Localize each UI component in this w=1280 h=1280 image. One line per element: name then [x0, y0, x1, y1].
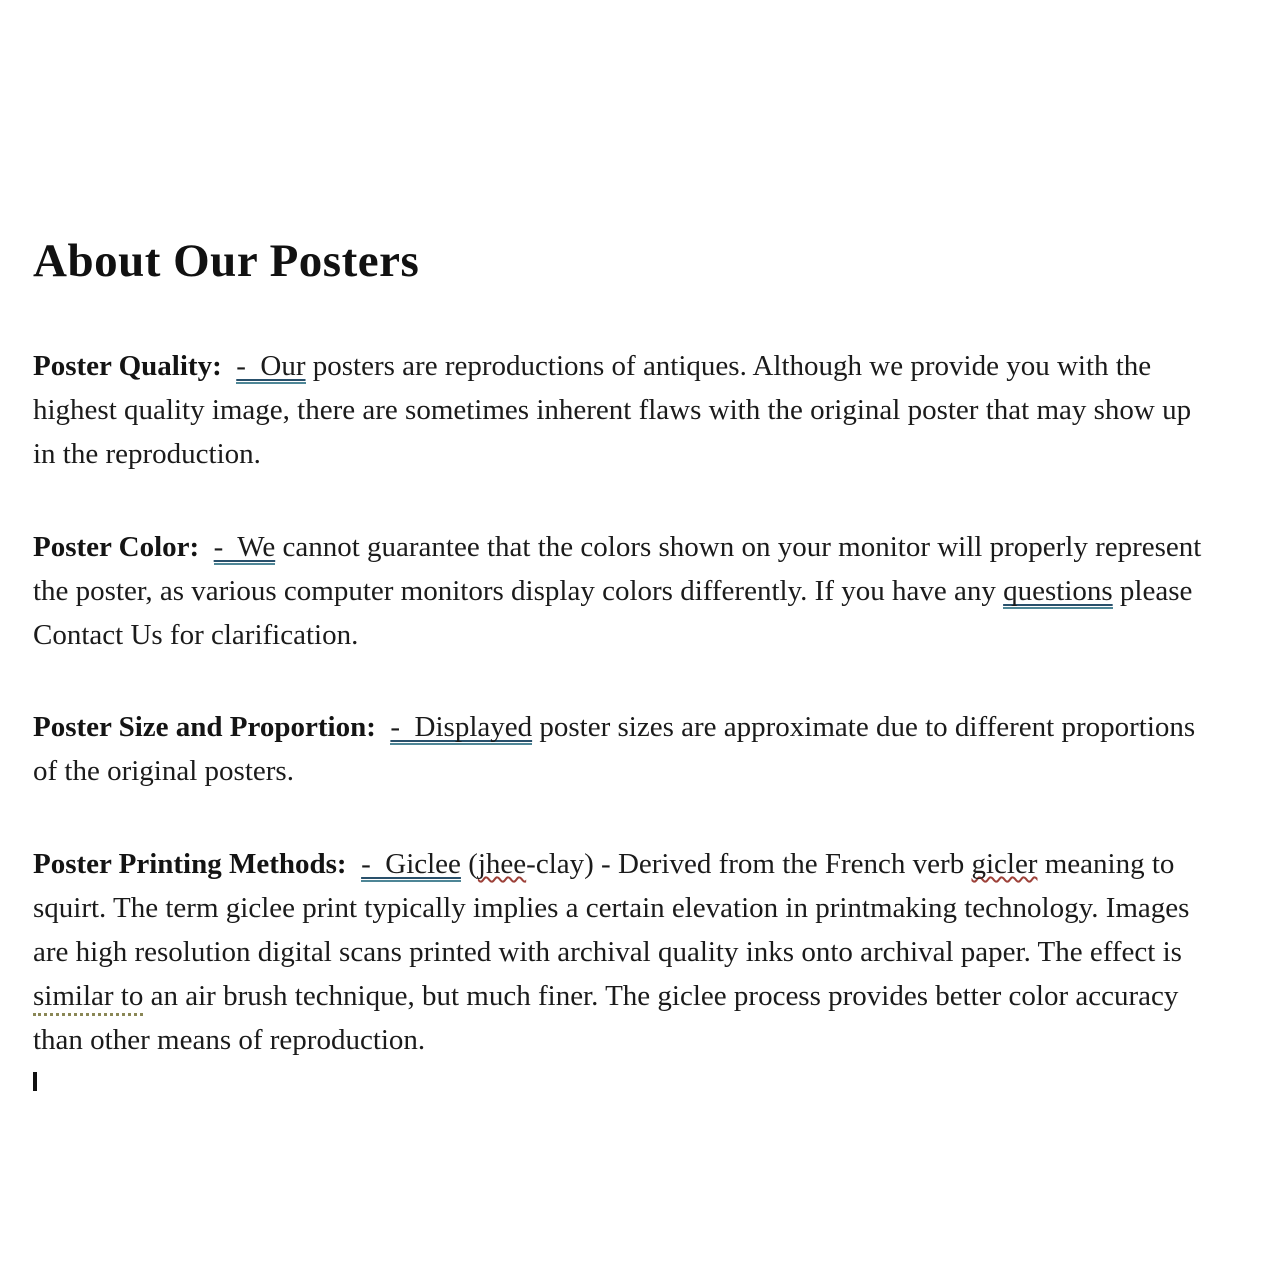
grammar-dotted-phrase: similar to — [33, 980, 143, 1016]
double-underlined-text: - Giclee — [361, 848, 461, 880]
text-caret — [33, 1072, 37, 1091]
double-underlined-text: - Our — [236, 350, 306, 382]
poster-quality-text: posters are reproductions of antiques. Although we provide you with the highest quality image, there are sometimes inherent flaws with the original poster that may show up in the reproduction. — [33, 350, 1192, 470]
poster-color-text-end: please Contact Us for clarification. — [33, 575, 1193, 651]
poster-color-label: Poster Color: — [33, 531, 200, 563]
page-title: About Our Posters — [33, 235, 420, 288]
poster-printing-text-end: an air brush technique, but much finer. The giclee process provides better color accuracy than other means of reproduction. — [33, 980, 1179, 1056]
spellcheck-word-jhee: jhee — [477, 848, 527, 880]
separator — [199, 531, 214, 563]
poster-printing-label: Poster Printing Methods: — [33, 848, 347, 880]
poster-printing-text: meaning to squirt. The term giclee print typically implies a certain elevation in printmaking technology. Images are high resolution digital scans printed with archival quality inks onto archival paper. The effect is — [33, 848, 1190, 968]
paragraph-poster-printing — [33, 842, 1215, 1062]
paragraph-poster-color — [33, 525, 1215, 657]
double-underlined-word-questions: questions — [1003, 575, 1113, 607]
separator — [347, 848, 362, 880]
poster-printing-text: -clay) - Derived from the French verb — [526, 848, 972, 880]
poster-quality-label: Poster Quality: — [33, 350, 222, 382]
separator — [222, 350, 237, 382]
paragraph-poster-size — [33, 705, 1215, 793]
poster-size-label: Poster Size and Proportion: — [33, 711, 376, 743]
poster-printing-text: ( — [460, 848, 478, 880]
paragraph-poster-quality — [33, 344, 1215, 476]
poster-size-text: poster sizes are approximate due to different proportions of the original posters. — [33, 711, 1196, 787]
poster-color-text: cannot guarantee that the colors shown on your monitor will properly represent the poster, as various computer monitors display colors differently. If you have any — [33, 531, 1202, 607]
double-underlined-text: - Displayed — [390, 711, 533, 743]
separator — [376, 711, 391, 743]
spellcheck-word-gicler: gicler — [971, 848, 1038, 880]
double-underlined-text: - We — [213, 531, 276, 563]
